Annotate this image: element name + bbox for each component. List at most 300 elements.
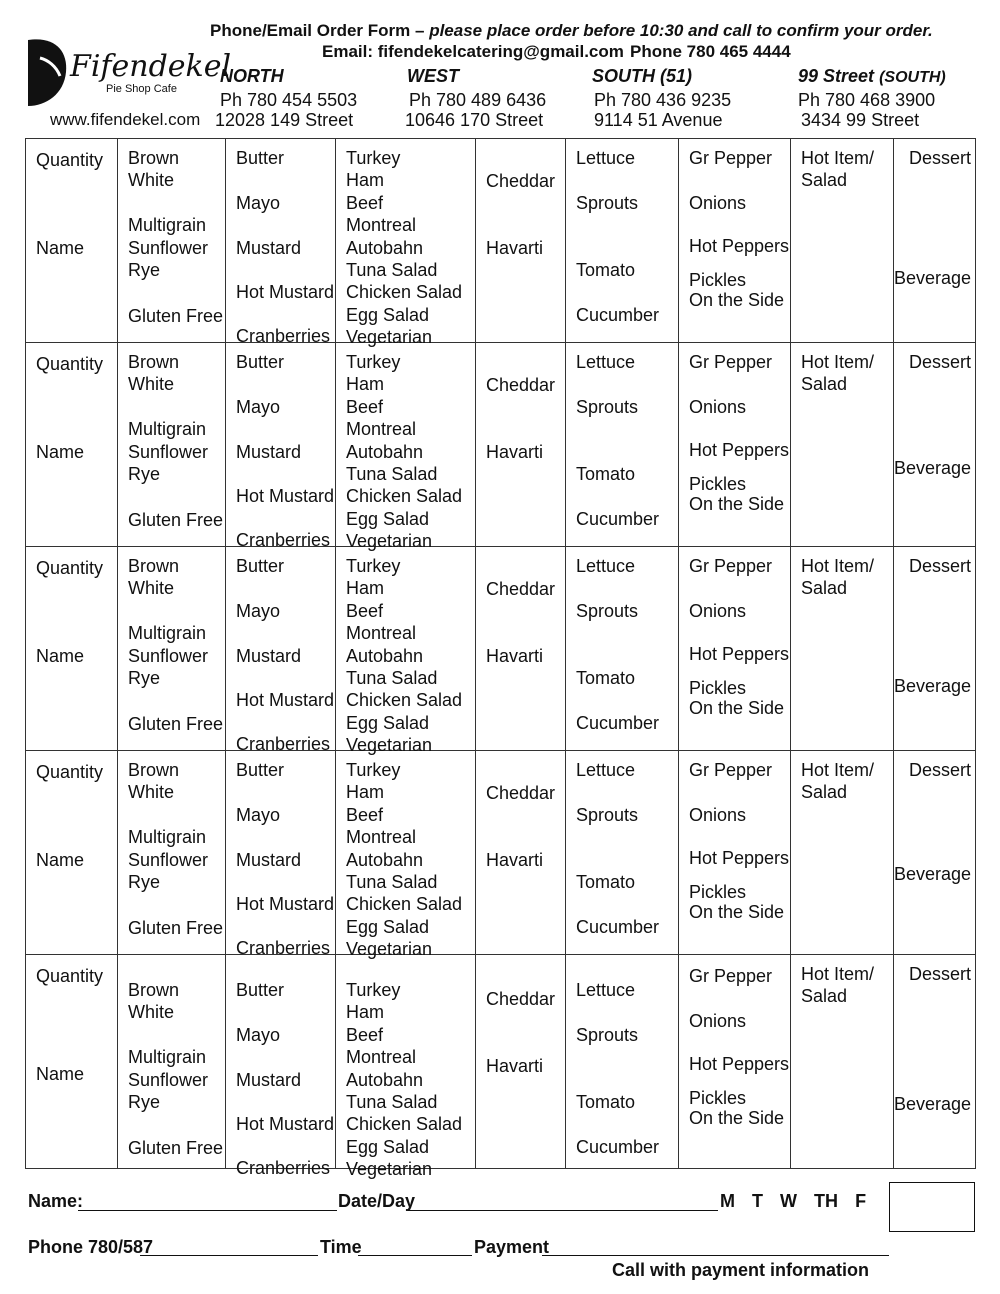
meat-cell[interactable] bbox=[336, 751, 476, 959]
cheese-cell[interactable] bbox=[476, 955, 566, 1169]
dessert-beverage-cell[interactable] bbox=[894, 343, 976, 547]
bread-cell[interactable] bbox=[118, 343, 226, 547]
meat-option[interactable]: Chicken Salad bbox=[346, 1114, 463, 1134]
bread-option[interactable]: Rye bbox=[128, 872, 161, 892]
spread-option[interactable]: Mayo bbox=[236, 601, 281, 621]
spread-cell[interactable] bbox=[226, 343, 336, 550]
meat-cell[interactable] bbox=[336, 343, 476, 551]
meat-option[interactable]: Autobahn bbox=[346, 646, 424, 666]
extras-option[interactable]: Onions bbox=[689, 601, 747, 621]
hot-item-option[interactable]: Salad bbox=[801, 170, 848, 190]
order-row bbox=[26, 547, 976, 751]
veg-cell[interactable] bbox=[566, 139, 679, 343]
meat-option[interactable]: Autobahn bbox=[346, 850, 424, 870]
name-label[interactable]: Name bbox=[36, 646, 85, 666]
veg-option[interactable]: Cucumber bbox=[576, 305, 660, 325]
spread-option[interactable]: Mustard bbox=[236, 646, 302, 666]
meat-option[interactable]: Beef bbox=[346, 1025, 384, 1045]
veg-option[interactable]: Sprouts bbox=[576, 601, 639, 621]
dessert-option[interactable]: Dessert bbox=[908, 148, 971, 168]
meat-option[interactable]: Ham bbox=[346, 374, 385, 394]
spread-option[interactable]: Mayo bbox=[236, 193, 281, 213]
dessert-beverage-cell[interactable] bbox=[894, 955, 976, 1169]
quantity-name-cell[interactable] bbox=[26, 139, 118, 343]
extras-option[interactable]: Gr Pepper bbox=[689, 556, 773, 576]
quantity-name-cell[interactable] bbox=[26, 343, 118, 547]
veg-option[interactable]: Sprouts bbox=[576, 193, 639, 213]
cheese-cell[interactable] bbox=[476, 139, 566, 343]
spread-option[interactable]: Mustard bbox=[236, 238, 302, 258]
quantity-name-cell-content bbox=[26, 343, 117, 546]
spread-cell[interactable] bbox=[226, 955, 336, 1178]
fifendekel-logo bbox=[26, 36, 232, 108]
veg-option[interactable]: Tomato bbox=[576, 668, 636, 688]
order-deadline-text: please place order before 10:30 and call to confirm your order. bbox=[429, 21, 933, 40]
website-text: www.fifendekel.com bbox=[50, 110, 201, 129]
time-field-line[interactable] bbox=[358, 1255, 472, 1256]
meat-cell-content bbox=[336, 955, 475, 1179]
meat-option[interactable]: Chicken Salad bbox=[346, 690, 463, 710]
veg-cell[interactable] bbox=[566, 751, 679, 955]
meat-option[interactable]: Chicken Salad bbox=[346, 894, 463, 914]
order-row bbox=[26, 139, 976, 343]
spread-option[interactable]: Mustard bbox=[236, 442, 302, 462]
spread-option[interactable]: Mustard bbox=[236, 850, 302, 870]
extras-option[interactable]: On the Side bbox=[689, 1108, 785, 1128]
meat-cell-content bbox=[336, 139, 475, 347]
bread-option[interactable]: White bbox=[128, 782, 175, 802]
bread-option[interactable]: Sunflower bbox=[128, 238, 209, 258]
dessert-option[interactable]: Dessert bbox=[908, 352, 971, 372]
meat-option[interactable]: Egg Salad bbox=[346, 1137, 430, 1157]
spread-option[interactable]: Cranberries bbox=[236, 326, 331, 346]
spread-option[interactable]: Butter bbox=[236, 352, 285, 372]
meat-cell-content bbox=[336, 343, 475, 551]
meat-option[interactable]: Montreal bbox=[346, 1047, 417, 1067]
extras-option[interactable]: Hot Peppers bbox=[689, 644, 790, 664]
hot-item-option[interactable]: Hot Item/ bbox=[801, 760, 875, 780]
meat-option[interactable]: Turkey bbox=[346, 760, 401, 780]
bread-option[interactable]: White bbox=[128, 374, 175, 394]
hot-item-cell-content bbox=[791, 343, 893, 546]
spread-cell-content bbox=[226, 751, 335, 958]
hot-item-option[interactable]: Hot Item/ bbox=[801, 556, 875, 576]
extras-option[interactable]: Gr Pepper bbox=[689, 966, 773, 986]
extras-option[interactable]: Gr Pepper bbox=[689, 352, 773, 372]
veg-option[interactable]: Lettuce bbox=[576, 556, 636, 576]
meat-option[interactable]: Egg Salad bbox=[346, 509, 430, 529]
spread-option[interactable]: Cranberries bbox=[236, 530, 331, 550]
extras-cell-content bbox=[679, 547, 790, 750]
spread-option[interactable]: Hot Mustard bbox=[236, 894, 335, 914]
spread-option[interactable]: Hot Mustard bbox=[236, 282, 335, 302]
dessert-beverage-cell-content bbox=[894, 751, 975, 954]
bread-cell[interactable] bbox=[118, 547, 226, 751]
quantity-label[interactable]: Quantity bbox=[36, 150, 104, 170]
veg-option[interactable]: Lettuce bbox=[576, 352, 636, 372]
bread-option[interactable]: Sunflower bbox=[128, 646, 209, 666]
extras-cell[interactable] bbox=[679, 751, 791, 955]
hot-item-option[interactable]: Hot Item/ bbox=[801, 148, 875, 168]
meat-option[interactable]: Montreal bbox=[346, 215, 417, 235]
meat-option[interactable]: Vegetarian bbox=[346, 735, 433, 755]
cheese-cell[interactable] bbox=[476, 343, 566, 547]
spread-option[interactable]: Mayo bbox=[236, 805, 281, 825]
meat-cell[interactable] bbox=[336, 547, 476, 755]
location-north-address: 12028 149 Street bbox=[215, 110, 354, 130]
meat-option[interactable]: Montreal bbox=[346, 827, 417, 847]
hot-item-cell[interactable] bbox=[791, 547, 894, 751]
spread-cell-content bbox=[226, 343, 335, 550]
hot-item-cell-content bbox=[791, 547, 893, 750]
veg-option[interactable]: Lettuce bbox=[576, 148, 636, 168]
meat-option[interactable]: Turkey bbox=[346, 148, 401, 168]
meat-option[interactable]: Egg Salad bbox=[346, 713, 430, 733]
extras-cell[interactable] bbox=[679, 139, 791, 343]
quantity-name-cell-content bbox=[26, 139, 117, 342]
bread-cell-content bbox=[118, 751, 225, 954]
bread-cell[interactable] bbox=[118, 955, 226, 1169]
spread-option[interactable]: Mustard bbox=[236, 1070, 302, 1090]
bread-option[interactable]: White bbox=[128, 578, 175, 598]
quantity-label[interactable]: Quantity bbox=[36, 354, 104, 374]
bread-cell-content bbox=[118, 139, 225, 342]
hot-item-option[interactable]: Salad bbox=[801, 374, 848, 394]
dessert-beverage-cell[interactable] bbox=[894, 139, 976, 343]
spread-cell[interactable] bbox=[226, 139, 336, 346]
extras-option[interactable]: Onions bbox=[689, 805, 747, 825]
quantity-name-cell[interactable] bbox=[26, 547, 118, 751]
dessert-beverage-cell[interactable] bbox=[894, 547, 976, 751]
cheese-option[interactable]: Havarti bbox=[486, 850, 544, 870]
veg-option[interactable]: Tomato bbox=[576, 872, 636, 892]
phone-field-line[interactable] bbox=[140, 1255, 318, 1256]
meat-option[interactable]: Egg Salad bbox=[346, 917, 430, 937]
name-label[interactable]: Name bbox=[36, 442, 85, 462]
extras-cell-content bbox=[679, 751, 790, 954]
quantity-label[interactable]: Quantity bbox=[36, 558, 104, 578]
hot-item-option[interactable]: Salad bbox=[801, 578, 848, 598]
day-f[interactable]: F bbox=[855, 1191, 867, 1211]
extras-option[interactable]: Pickles bbox=[689, 270, 747, 290]
bread-cell-content bbox=[118, 343, 225, 546]
veg-cell-content bbox=[566, 343, 678, 546]
meat-option[interactable]: Autobahn bbox=[346, 1070, 424, 1090]
veg-cell[interactable] bbox=[566, 955, 679, 1169]
veg-option[interactable]: Tomato bbox=[576, 464, 636, 484]
bread-option[interactable]: Gluten Free bbox=[128, 918, 224, 938]
svg-text:Fifendekel: Fifendekel bbox=[70, 49, 232, 84]
bread-option[interactable]: Multigrain bbox=[128, 827, 207, 847]
bread-option[interactable]: Brown bbox=[128, 980, 180, 1000]
bread-option[interactable]: White bbox=[128, 1002, 175, 1022]
hot-item-cell[interactable] bbox=[791, 139, 894, 343]
spread-option[interactable]: Cranberries bbox=[236, 1158, 331, 1178]
veg-option[interactable]: Sprouts bbox=[576, 1025, 639, 1045]
location-north-name: NORTH bbox=[220, 66, 284, 86]
meat-option[interactable]: Beef bbox=[346, 601, 384, 621]
date-label: Date/Day bbox=[338, 1191, 416, 1211]
location-west-address: 10646 170 Street bbox=[405, 110, 544, 130]
hot-item-cell[interactable] bbox=[791, 751, 894, 955]
meat-option[interactable]: Tuna Salad bbox=[346, 1092, 438, 1112]
extras-option[interactable]: Pickles bbox=[689, 474, 747, 494]
cheese-option[interactable]: Havarti bbox=[486, 1056, 544, 1076]
spread-option[interactable]: Hot Mustard bbox=[236, 690, 335, 710]
veg-option[interactable]: Lettuce bbox=[576, 760, 636, 780]
spread-cell[interactable] bbox=[226, 751, 336, 958]
extras-cell-content bbox=[679, 139, 790, 342]
meat-option[interactable]: Autobahn bbox=[346, 238, 424, 258]
bread-option[interactable]: Gluten Free bbox=[128, 510, 224, 530]
cheese-option[interactable]: Cheddar bbox=[486, 783, 556, 803]
bread-option[interactable]: Gluten Free bbox=[128, 714, 224, 734]
bread-option[interactable]: White bbox=[128, 170, 175, 190]
extras-cell-content bbox=[679, 955, 790, 1168]
meat-option[interactable]: Vegetarian bbox=[346, 939, 433, 959]
meat-option[interactable]: Tuna Salad bbox=[346, 872, 438, 892]
dessert-beverage-cell-content bbox=[894, 139, 975, 342]
spread-option[interactable]: Butter bbox=[236, 760, 285, 780]
bread-option[interactable]: Gluten Free bbox=[128, 1138, 224, 1158]
hot-item-option[interactable]: Hot Item/ bbox=[801, 352, 875, 372]
spread-cell[interactable] bbox=[226, 547, 336, 754]
day-th[interactable]: TH bbox=[814, 1191, 839, 1211]
cheese-cell-content bbox=[476, 343, 565, 546]
extras-option[interactable]: On the Side bbox=[689, 902, 785, 922]
meat-cell[interactable] bbox=[336, 955, 476, 1179]
cheese-cell[interactable] bbox=[476, 751, 566, 955]
bread-cell[interactable] bbox=[118, 139, 226, 343]
spread-option[interactable]: Hot Mustard bbox=[236, 1114, 335, 1134]
cheese-option[interactable]: Havarti bbox=[486, 646, 544, 666]
meat-option[interactable]: Montreal bbox=[346, 419, 417, 439]
location-south-address: 9114 51 Avenue bbox=[594, 110, 723, 130]
bread-option[interactable]: Brown bbox=[128, 760, 180, 780]
dessert-option[interactable]: Dessert bbox=[908, 556, 971, 576]
bread-option[interactable]: Gluten Free bbox=[128, 306, 224, 326]
extras-cell[interactable] bbox=[679, 547, 791, 751]
cheese-option[interactable]: Cheddar bbox=[486, 375, 556, 395]
date-field-line[interactable] bbox=[408, 1210, 718, 1211]
name-label[interactable]: Name bbox=[36, 850, 85, 870]
extras-option[interactable]: Onions bbox=[689, 193, 747, 213]
extras-cell[interactable] bbox=[679, 343, 791, 547]
location-99-address: 3434 99 Street bbox=[801, 110, 920, 130]
spread-option[interactable]: Cranberries bbox=[236, 734, 331, 754]
cheese-option[interactable]: Cheddar bbox=[486, 171, 556, 191]
catering-email: Email: fifendekelcatering@gmail.com bbox=[322, 42, 624, 61]
extras-option[interactable]: Gr Pepper bbox=[689, 148, 773, 168]
meat-option[interactable]: Turkey bbox=[346, 980, 401, 1000]
location-99-name-main: 99 Street bbox=[798, 66, 875, 86]
beverage-option[interactable]: Beverage bbox=[893, 268, 971, 288]
order-row bbox=[26, 751, 976, 955]
name-label[interactable]: Name bbox=[36, 238, 85, 258]
spread-option[interactable]: Mayo bbox=[236, 397, 281, 417]
veg-cell[interactable] bbox=[566, 343, 679, 547]
name-label: Name: bbox=[28, 1191, 84, 1211]
meat-option[interactable]: Ham bbox=[346, 1002, 385, 1022]
veg-option[interactable]: Sprouts bbox=[576, 805, 639, 825]
extras-option[interactable]: Hot Peppers bbox=[689, 236, 790, 256]
meat-option[interactable]: Montreal bbox=[346, 623, 417, 643]
meat-option[interactable]: Tuna Salad bbox=[346, 260, 438, 280]
veg-option[interactable]: Cucumber bbox=[576, 713, 660, 733]
location-south-phone: Ph 780 436 9235 bbox=[594, 90, 732, 110]
veg-cell-content bbox=[566, 139, 678, 342]
extras-option[interactable]: Pickles bbox=[689, 1088, 747, 1108]
beverage-option[interactable]: Beverage bbox=[893, 458, 971, 478]
veg-option[interactable]: Lettuce bbox=[576, 980, 636, 1000]
meat-cell[interactable] bbox=[336, 139, 476, 347]
extras-option[interactable]: Pickles bbox=[689, 678, 747, 698]
bread-option[interactable]: Multigrain bbox=[128, 623, 207, 643]
cheese-option[interactable]: Cheddar bbox=[486, 989, 556, 1009]
cheese-cell-content bbox=[476, 547, 565, 750]
meat-option[interactable]: Beef bbox=[346, 193, 384, 213]
bread-option[interactable]: Multigrain bbox=[128, 215, 207, 235]
spread-option[interactable]: Butter bbox=[236, 980, 285, 1000]
meat-option[interactable]: Autobahn bbox=[346, 442, 424, 462]
bread-option[interactable]: Rye bbox=[128, 464, 161, 484]
cheese-option[interactable]: Havarti bbox=[486, 442, 544, 462]
veg-option[interactable]: Cucumber bbox=[576, 917, 660, 937]
dessert-beverage-cell-content bbox=[894, 547, 975, 750]
hot-item-option[interactable]: Hot Item/ bbox=[801, 964, 875, 984]
meat-option[interactable]: Turkey bbox=[346, 352, 401, 372]
payment-label: Payment bbox=[474, 1237, 550, 1257]
meat-option[interactable]: Ham bbox=[346, 170, 385, 190]
extras-option[interactable]: On the Side bbox=[689, 494, 785, 514]
bread-option[interactable]: Brown bbox=[128, 148, 180, 168]
meat-option[interactable]: Tuna Salad bbox=[346, 668, 438, 688]
extras-option[interactable]: Hot Peppers bbox=[689, 1054, 790, 1074]
extras-option[interactable]: Onions bbox=[689, 1011, 747, 1031]
order-grid bbox=[25, 138, 976, 1179]
veg-cell-content bbox=[566, 547, 678, 750]
veg-option[interactable]: Cucumber bbox=[576, 509, 660, 529]
veg-option[interactable]: Tomato bbox=[576, 1092, 636, 1112]
meat-option[interactable]: Chicken Salad bbox=[346, 486, 463, 506]
dessert-option[interactable]: Dessert bbox=[908, 964, 971, 984]
meat-option[interactable]: Ham bbox=[346, 578, 385, 598]
day-w[interactable]: W bbox=[780, 1191, 798, 1211]
quantity-name-cell[interactable] bbox=[26, 751, 118, 955]
call-payment-note: Call with payment information bbox=[612, 1260, 870, 1280]
hot-item-option[interactable]: Salad bbox=[801, 782, 848, 802]
cheese-cell-content bbox=[476, 955, 565, 1168]
veg-cell[interactable] bbox=[566, 547, 679, 751]
dessert-beverage-cell[interactable] bbox=[894, 751, 976, 955]
extras-cell-content bbox=[679, 343, 790, 546]
location-99-name bbox=[798, 66, 946, 87]
hot-item-cell[interactable] bbox=[791, 955, 894, 1169]
meat-option[interactable]: Turkey bbox=[346, 556, 401, 576]
form-title-text: Phone/Email Order Form – bbox=[210, 21, 425, 40]
veg-option[interactable]: Tomato bbox=[576, 260, 636, 280]
quantity-label[interactable]: Quantity bbox=[36, 966, 104, 986]
extras-option[interactable]: Hot Peppers bbox=[689, 848, 790, 868]
bread-option[interactable]: Sunflower bbox=[128, 442, 209, 462]
order-number-box[interactable] bbox=[889, 1182, 975, 1232]
extras-option[interactable]: Pickles bbox=[689, 882, 747, 902]
bread-option[interactable]: Multigrain bbox=[128, 1047, 207, 1067]
meat-option[interactable]: Vegetarian bbox=[346, 1159, 433, 1179]
hot-item-option[interactable]: Salad bbox=[801, 986, 848, 1006]
beverage-option[interactable]: Beverage bbox=[893, 676, 971, 696]
spread-option[interactable]: Hot Mustard bbox=[236, 486, 335, 506]
veg-cell-content bbox=[566, 751, 678, 954]
phone-label: Phone 780/587 bbox=[28, 1237, 154, 1257]
meat-option[interactable]: Ham bbox=[346, 782, 385, 802]
quantity-name-cell[interactable] bbox=[26, 955, 118, 1169]
meat-option[interactable]: Vegetarian bbox=[346, 531, 433, 551]
extras-option[interactable]: Hot Peppers bbox=[689, 440, 790, 460]
bread-option[interactable]: Brown bbox=[128, 556, 180, 576]
name-field-line[interactable] bbox=[78, 1210, 337, 1211]
day-m[interactable]: M bbox=[720, 1191, 735, 1211]
hot-item-cell[interactable] bbox=[791, 343, 894, 547]
spread-option[interactable]: Cranberries bbox=[236, 938, 331, 958]
meat-option[interactable]: Tuna Salad bbox=[346, 464, 438, 484]
order-row bbox=[26, 343, 976, 547]
day-t[interactable]: T bbox=[752, 1191, 764, 1211]
payment-field-line[interactable] bbox=[542, 1255, 889, 1256]
beverage-option[interactable]: Beverage bbox=[893, 1094, 971, 1114]
veg-option[interactable]: Cucumber bbox=[576, 1137, 660, 1157]
extras-option[interactable]: Onions bbox=[689, 397, 747, 417]
quantity-label[interactable]: Quantity bbox=[36, 762, 104, 782]
extras-option[interactable]: On the Side bbox=[689, 290, 785, 310]
meat-option[interactable]: Egg Salad bbox=[346, 305, 430, 325]
meat-option[interactable]: Chicken Salad bbox=[346, 282, 463, 302]
bread-cell-content bbox=[118, 547, 225, 750]
hot-item-cell-content bbox=[791, 751, 893, 954]
bread-option[interactable]: Multigrain bbox=[128, 419, 207, 439]
bread-cell[interactable] bbox=[118, 751, 226, 955]
order-row bbox=[26, 955, 976, 1169]
cheese-cell[interactable] bbox=[476, 547, 566, 751]
bread-option[interactable]: Brown bbox=[128, 352, 180, 372]
cheese-option[interactable]: Havarti bbox=[486, 238, 544, 258]
location-west-name: WEST bbox=[407, 66, 459, 86]
hot-item-cell-content bbox=[791, 139, 893, 342]
beverage-option[interactable]: Beverage bbox=[893, 864, 971, 884]
cheese-option[interactable]: Cheddar bbox=[486, 579, 556, 599]
spread-option[interactable]: Mayo bbox=[236, 1025, 281, 1045]
spread-option[interactable]: Butter bbox=[236, 148, 285, 168]
location-south-name: SOUTH (51) bbox=[592, 66, 693, 86]
bread-option[interactable]: Rye bbox=[128, 260, 161, 280]
veg-option[interactable]: Sprouts bbox=[576, 397, 639, 417]
bread-option[interactable]: Rye bbox=[128, 1092, 161, 1112]
extras-cell[interactable] bbox=[679, 955, 791, 1169]
location-99-name-sub: (SOUTH) bbox=[879, 69, 946, 86]
name-label[interactable]: Name bbox=[36, 1064, 85, 1084]
bread-option[interactable]: Rye bbox=[128, 668, 161, 688]
meat-option[interactable]: Beef bbox=[346, 805, 384, 825]
extras-option[interactable]: On the Side bbox=[689, 698, 785, 718]
bread-option[interactable]: Sunflower bbox=[128, 1070, 209, 1090]
extras-option[interactable]: Gr Pepper bbox=[689, 760, 773, 780]
cheese-cell-content bbox=[476, 751, 565, 954]
dessert-option[interactable]: Dessert bbox=[908, 760, 971, 780]
meat-option[interactable]: Vegetarian bbox=[346, 327, 433, 347]
bread-option[interactable]: Sunflower bbox=[128, 850, 209, 870]
meat-option[interactable]: Beef bbox=[346, 397, 384, 417]
spread-option[interactable]: Butter bbox=[236, 556, 285, 576]
